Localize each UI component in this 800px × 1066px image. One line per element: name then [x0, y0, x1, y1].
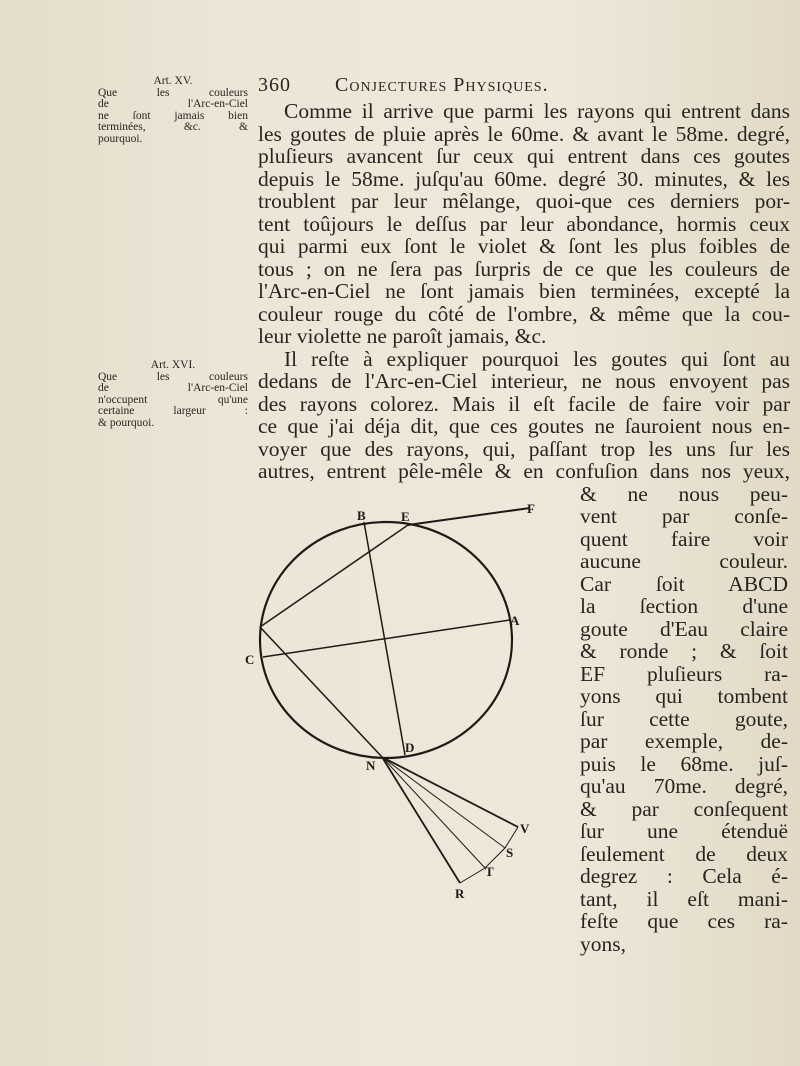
body-line-narrow: Car ſoit ABCD [580, 571, 788, 596]
body-line: voyer que des rayons, qui, paſſant trop les uns ſur les [258, 436, 790, 461]
body-line: Il reſte à expliquer pourquoi les goutes qui ſont au [284, 346, 790, 371]
body-line-narrow: vent par conſe- [580, 504, 788, 528]
body-line-narrow: ſur une étenduë [580, 819, 788, 843]
note-line: de l'Arc-en-Ciel [98, 98, 248, 110]
note-line: n'occupent qu'une [98, 393, 248, 406]
ray-nv [382, 757, 518, 827]
note-line: terminées, &c. & [98, 121, 248, 133]
body-line: qui parmi eux ſont le violet & ſont les plus foibles de [258, 234, 790, 258]
body-line: tent toûjours le deſſus par leur abondance, hormis ceux [258, 211, 790, 236]
note-line: certaine largeur : [98, 405, 248, 417]
line-cn [260, 627, 382, 757]
body-line-narrow: ſur cette goute, [580, 706, 788, 731]
label-v: V [520, 821, 530, 836]
note-line: de l'Arc-en-Ciel [98, 382, 248, 394]
label-t: T [485, 864, 494, 879]
label-r: R [455, 886, 465, 901]
note-line: & pourquoi. [98, 416, 155, 429]
body-line: dedans de l'Arc-en-Ciel interieur, ne nous envoyent pas [258, 369, 790, 393]
ray-ef [408, 508, 530, 525]
ray-nt [382, 757, 485, 868]
body-line-narrow: degrez : Cela é- [580, 864, 788, 888]
label-n: N [366, 758, 376, 773]
body-line-narrow: aucune couleur. [580, 549, 788, 573]
label-e: E [401, 509, 410, 524]
body-line-narrow: tant, il eſt mani- [580, 886, 788, 911]
body-line-narrow: EF pluſieurs ra- [580, 661, 788, 686]
label-a: A [510, 613, 520, 628]
body-line-narrow: yons qui tombent [580, 684, 788, 708]
ray-ns [382, 757, 505, 848]
body-line-narrow: goute d'Eau claire [580, 616, 788, 641]
body-line-narrow: & ronde ; & ſoit [580, 639, 788, 663]
note-line: Art. XVI. [150, 359, 196, 371]
running-title: Conjectures Physiques. [335, 74, 549, 96]
body-line-narrow: par exemple, de- [580, 729, 788, 753]
body-line-narrow: & ne nous peu- [580, 481, 788, 506]
page-number: 360 [258, 74, 291, 96]
body-line: ce que j'ai déja dit, que ces goutes ne ſauroient nous en- [258, 414, 790, 438]
note-line: pourquoi. [98, 132, 143, 145]
body-line: des rayons colorez. Mais il eſt facile de faire voir par [258, 391, 790, 416]
label-f: F [527, 501, 535, 516]
body-line: troublent par leur mêlange, quoi-que ces derniers por- [258, 189, 790, 213]
body-line: pluſieurs avancent ſur ceux qui entrent dans ces goutes [258, 144, 790, 168]
note-line: ne ſont jamais bien [98, 109, 248, 122]
note-line: Art. XV. [153, 75, 193, 87]
body-line: l'Arc-en-Ciel ne ſont jamais bien terminées, excepté la [258, 279, 790, 303]
label-c: C [245, 652, 255, 667]
body-line: tous ; on ne ſera pas ſurpris de ce que les couleurs de [258, 256, 790, 281]
body-line-narrow: la ſection d'une [580, 594, 788, 618]
note-line: Que les couleurs [98, 86, 248, 99]
label-b: B [357, 508, 366, 523]
body-line-narrow: quent faire voir [580, 526, 788, 551]
note-line: Que les couleurs [98, 370, 248, 383]
body-line: Comme il arrive que parmi les rayons qui entrent dans [284, 99, 790, 123]
body-line-narrow: feſte que ces ra- [580, 909, 788, 933]
body-line-narrow: qu'au 70me. degré, [580, 774, 788, 798]
body-line-narrow: ſeulement de deux [580, 841, 788, 866]
body-line: couleur rouge du côté de l'ombre, & même que la cou- [258, 301, 790, 326]
label-d: D [405, 740, 415, 755]
line-ce [260, 525, 408, 627]
body-line-narrow: puis le 68me. juſ- [580, 751, 788, 776]
body-line-narrow: & par conſequent [580, 796, 788, 821]
body-line: les goutes de pluie après le 60me. & avant le 58me. degré, [258, 121, 790, 146]
body-line: autres, entrent pêle-mêle & en confuſion dans nos yeux, [258, 459, 790, 483]
drop-circle [260, 522, 512, 758]
body-line: leur violette ne paroît jamais, &c. [258, 324, 547, 348]
ray-nr [382, 757, 460, 883]
body-line: depuis le 58me. juſqu'au 60me. degré 30. minutes, & les [258, 166, 790, 191]
label-s: S [506, 845, 514, 860]
body-line-narrow: yons, [580, 931, 626, 956]
